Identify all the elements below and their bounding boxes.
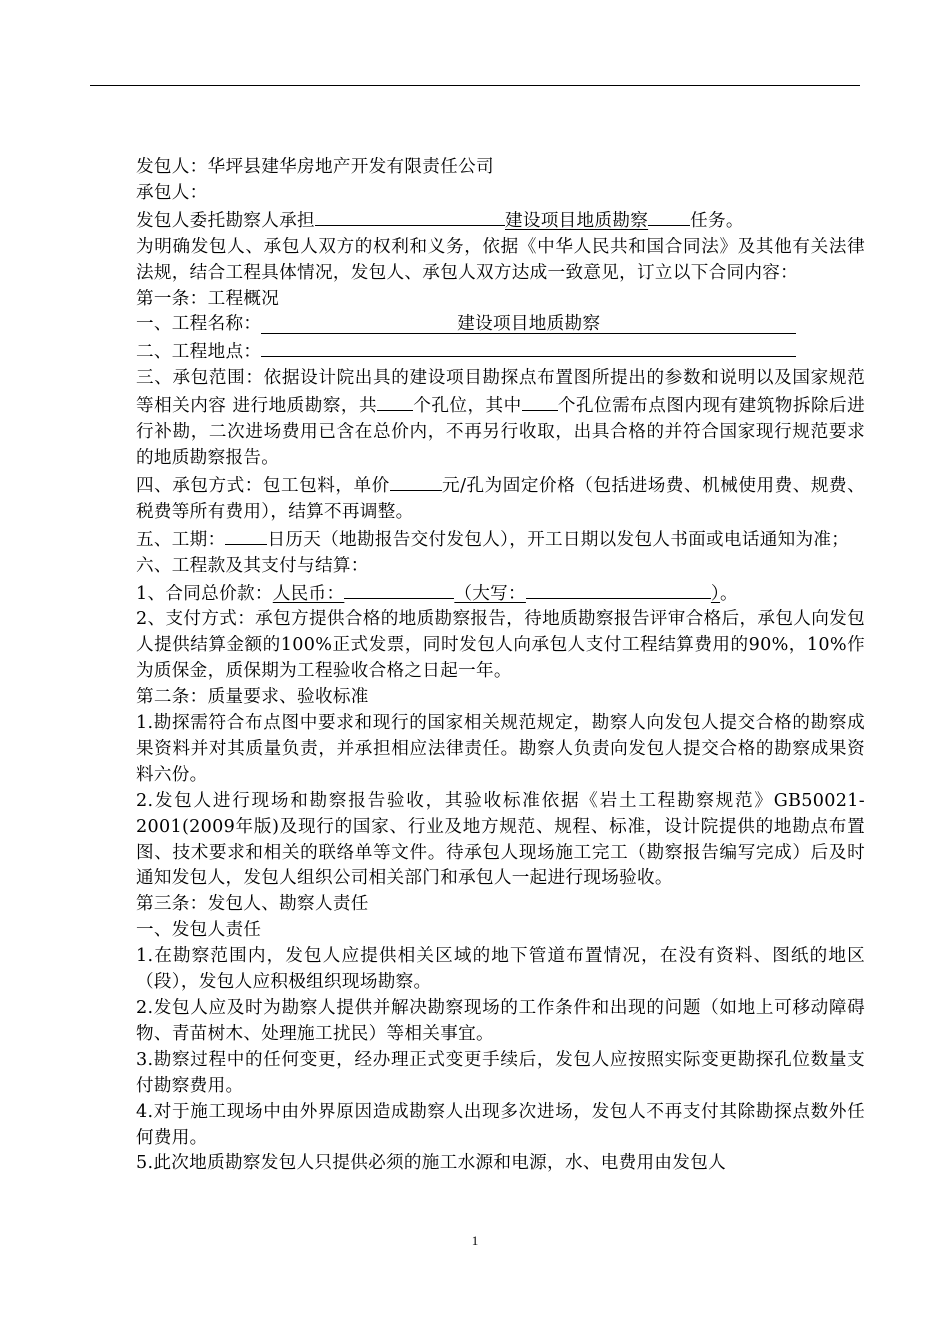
entrust-line: 发包人委托勘察人承担 建设项目地质勘察 任务。 xyxy=(90,207,865,235)
client-duty-3: 3.勘察过程中的任何变更，经办理正式变更手续后，发包人应按照实际变更勘探孔位数量支付勘察费用。 xyxy=(136,1049,865,1096)
blank-field xyxy=(344,580,454,599)
quality-paragraph-1: 1.勘探需符合布点图中要求和现行的国家相关规范规定，勘察人向发包人提交合格的勘察成果资料并对其质量负责，并承担相应法律责任。勘察人负责向发包人提交合格的勘察成果资料六份。 xyxy=(136,713,865,785)
project-name-fill: 建设项目地质勘察 xyxy=(504,210,649,231)
client-duty-2: 2.发包人应及时为勘察人提供并解决勘察现场的工作条件和出现的问题（如地上可移动障碍物、青苗树木、处理施工扰民）等相关事宜。 xyxy=(136,998,865,1044)
blank-field xyxy=(377,392,413,411)
blank-field xyxy=(315,207,505,226)
client-duty-4: 4.对于施工现场中由外界原因造成勘察人出现多次进场，发包人不再支付其除勘探点数外任何费用。 xyxy=(136,1101,865,1148)
project-name-field: 建设项目地质勘察 xyxy=(261,315,796,334)
contract-body xyxy=(90,155,865,1177)
blank-field xyxy=(526,580,711,599)
preamble-paragraph: 为明确发包人、承包人双方的权利和义务，依据《中华人民共和国合同法》及其他有关法律法规，结合工程具体情况，发包人、承包人双方达成一致意见，订立以下合同内容： xyxy=(136,236,865,283)
blank-field xyxy=(522,392,558,411)
payment-method-paragraph: 2、支付方式：承包方提供合格的地质勘察报告，待地质勘察报告评审合格后，承包人向发包人提供结算金额的100%正式发票，同时发包人向承包人支付工程结算费用的90%，10%作为质保金，质保期为工程验收合格之日起一年。 xyxy=(136,609,865,682)
header-rule xyxy=(90,85,860,86)
page-number: 1 xyxy=(471,1233,479,1248)
payment-heading: 六、工程款及其支付与结算： xyxy=(136,555,369,576)
article-2-heading: 第二条：质量要求、验收标准 xyxy=(136,687,369,708)
article-1-heading: 第一条：工程概况 xyxy=(136,288,280,309)
duration-paragraph: 五、工期： 日历天（地勘报告交付发包人），开工日期以发包人书面或电话通知为准； xyxy=(90,526,865,554)
client-duty-5: 5.此次地质勘察发包人只提供必须的施工水源和电源，水、电费用由发包人 xyxy=(136,1153,726,1174)
quality-paragraph-2: 2.发包人进行现场和勘察报告验收，其验收标准依据《岩土工程勘察规范》GB50021-2001(2009年版)及现行的国家、行业及地方规范、规程、标准，设计院提供的地勘点布置图、技术要求和相关的联络单等文件。待承包人现场施工完工（勘察报告编写完成）后及时通知发包人，发包人组织公司相关部门和承包人一起进行现场验收。 xyxy=(136,790,865,889)
blank-field xyxy=(390,472,442,491)
scope-paragraph: 三、承包范围：依据设计院出具的建设项目勘探点布置图所提出的参数和说明以及国家规范等相关内容 进行地质勘察，共 个孔位，其中 个孔位需布点图内现有建筑物拆除后进行补勘，二次进场费用已含在总价内，不再另行收取，出具合格的并符合国家现行规范要求的地质勘察报告。 xyxy=(136,368,865,468)
client-line: 发包人：华坪县建华房地产开发有限责任公司 xyxy=(136,157,494,177)
project-location-field xyxy=(261,338,796,357)
total-price-line: 1、合同总价款：人民币： （大写： ）。 xyxy=(90,580,865,608)
project-location-line: 二、工程地点： xyxy=(90,338,865,366)
client-duties-heading: 一、发包人责任 xyxy=(136,920,262,941)
contractor-line: 承包人： xyxy=(136,182,208,203)
blank-field xyxy=(648,207,690,226)
contract-method-paragraph: 四、承包方式：包工包料，单价 元/孔为固定价格（包括进场费、机械使用费、规费、税费等所有费用），结算不再调整。 xyxy=(90,472,865,526)
client-duty-1: 1.在勘察范围内，发包人应提供相关区域的地下管道布置情况，在没有资料、图纸的地区（段），发包人应积极组织现场勘察。 xyxy=(136,946,865,993)
article-3-heading: 第三条：发包人、勘察人责任 xyxy=(136,894,369,915)
blank-field xyxy=(225,526,267,545)
project-name-line: 一、工程名称： 建设项目地质勘察 xyxy=(90,312,865,338)
